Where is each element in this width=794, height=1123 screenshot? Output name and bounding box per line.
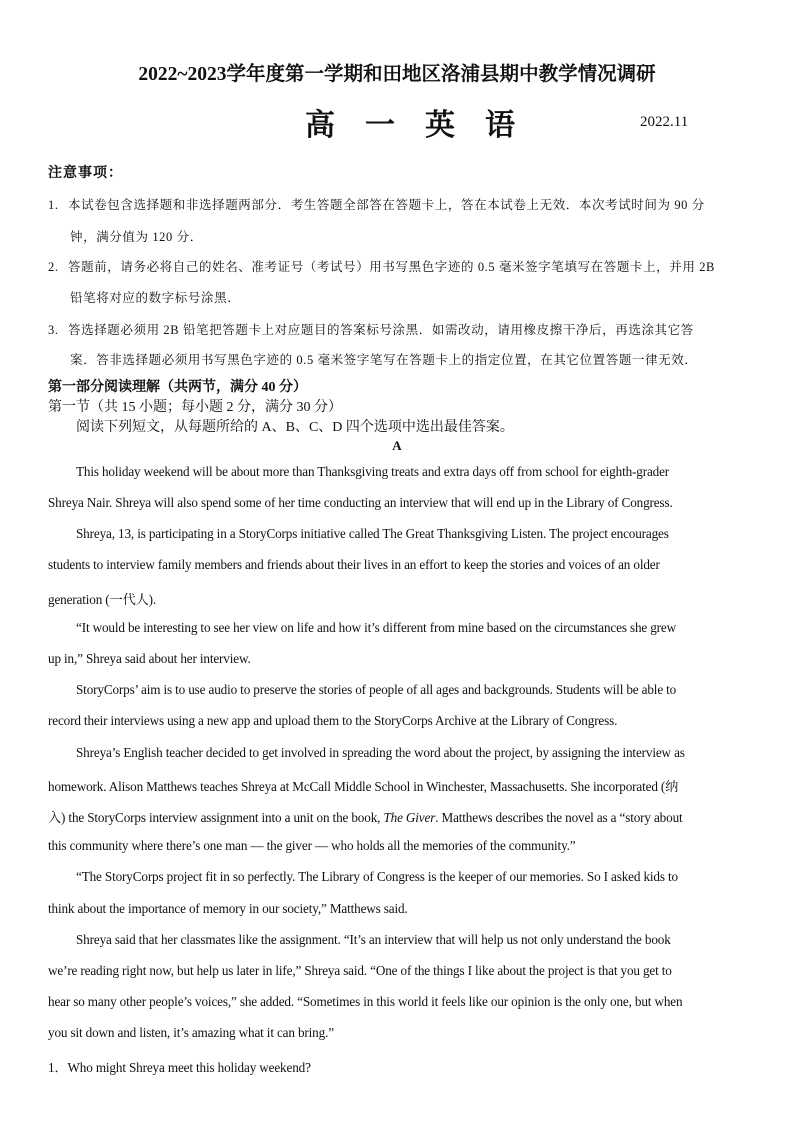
notice-item-3-continued: 案．答非选择题必须用书写黑色字迹的 0.5 毫米签字笔写在答题卡上的指定位置，在其它位置答题一律无效． [70,353,698,367]
part-heading: 第一部分阅读理解（共两节，满分 40 分） [48,380,307,395]
exam-date: 2022.11 [640,114,689,130]
passage-line [48,807,683,826]
subject-title: 高一英语 [305,109,545,142]
notice-item-text: 本试卷包含选择题和非选择题两部分．考生答题全部答在答题卡上，答在本试卷上无效．本次考试时间为 90 分 [68,198,705,212]
notice-item-1 [48,195,705,213]
passage-line: Shreya Nair. Shreya will also spend some of her time conducting an interview that will end up in the Library of Congress. [48,495,673,510]
notice-item-text: 答选择题必须用 2B 铅笔把答题卡上对应题目的答案标号涂黑．如需改动，请用橡皮擦干净后，再选涂其它答 [68,323,694,337]
section-heading: 第一节（共 15 小题；每小题 2 分，满分 30 分） [48,400,342,415]
passage-line: up in,” Shreya said about her interview. [48,651,251,666]
passage-text: 入) the StoryCorps interview assignment into a unit on the book, [48,810,384,825]
passage-line: we’re reading right now, but help us later in life,” Shreya said. “One of the things I like about the project is that you get to [48,963,672,978]
passage-line: record their interviews using a new app and upload them to the StoryCorps Archive at the Library of Congress. [48,713,618,728]
passage-line: This holiday weekend will be about more than Thanksgiving treats and extra days off from school for eighth-grader [76,464,670,479]
passage-line: this community where there’s one man — the giver — who holds all the memories of the community.” [48,838,576,853]
passage-line: generation (一代人). [48,592,157,607]
passage-line: students to interview family members and friends about their lives in an effort to keep the stories and voices of an older [48,557,660,572]
notice-item-2 [48,257,715,275]
question-1 [48,1057,311,1076]
exam-title: 2022~2023学年度第一学期和田地区洛浦县期中教学情况调研 [138,64,656,85]
passage-label: A [392,438,402,453]
notice-item-number: 3. [48,323,59,337]
passage-line: think about the importance of memory in our society,” Matthews said. [48,901,408,916]
notice-item-text: 答题前，请务必将自己的姓名、准考证号（考试号）用书写黑色字迹的 0.5 毫米签字笔填写在答题卡上，并用 2B [68,260,715,274]
question-number: 1． [48,1060,68,1075]
question-text: Who might Shreya meet this holiday weekend? [67,1060,311,1075]
notice-heading: 注意事项： [48,166,123,181]
passage-line: Shreya, 13, is participating in a StoryCorps initiative called The Great Thanksgiving Listen. The project encourages [76,526,669,541]
notice-item-3 [48,320,694,338]
notice-item-number: 2. [48,260,59,274]
passage-text: . Matthews describes the novel as a “story about [435,810,683,825]
passage-line: homework. Alison Matthews teaches Shreya at McCall Middle School in Winchester, Massachusetts. She incorporated (纳 [48,779,679,794]
passage-line: hear so many other people’s voices,” she added. “Sometimes in this world it feels like our opinion is the only one, but when [48,994,683,1009]
notice-item-2-continued: 铅笔将对应的数字标号涂黑． [70,291,241,305]
passage-line: Shreya said that her classmates like the assignment. “It’s an interview that will help us not only understand the book [76,932,671,947]
passage-line: StoryCorps’ aim is to use audio to preserve the stories of people of all ages and backgrounds. Students will be able to [76,682,677,697]
notice-item-1-continued: 钟，满分值为 120 分． [70,230,203,244]
book-title: The Giver [383,810,436,825]
passage-line: “It would be interesting to see her view on life and how it’s different from mine based on the circumstances she grew [76,620,677,635]
instruction-text: 阅读下列短文，从每题所给的 A、B、C、D 四个选项中选出最佳答案。 [76,420,514,435]
passage-line: “The StoryCorps project fit in so perfectly. The Library of Congress is the keeper of our memories. So I asked kids to [76,869,678,884]
passage-line: Shreya’s English teacher decided to get involved in spreading the word about the project, by assigning the interview as [76,745,685,760]
passage-line: you sit down and listen, it’s amazing what it can bring.” [48,1025,334,1040]
notice-item-number: 1. [48,198,59,212]
